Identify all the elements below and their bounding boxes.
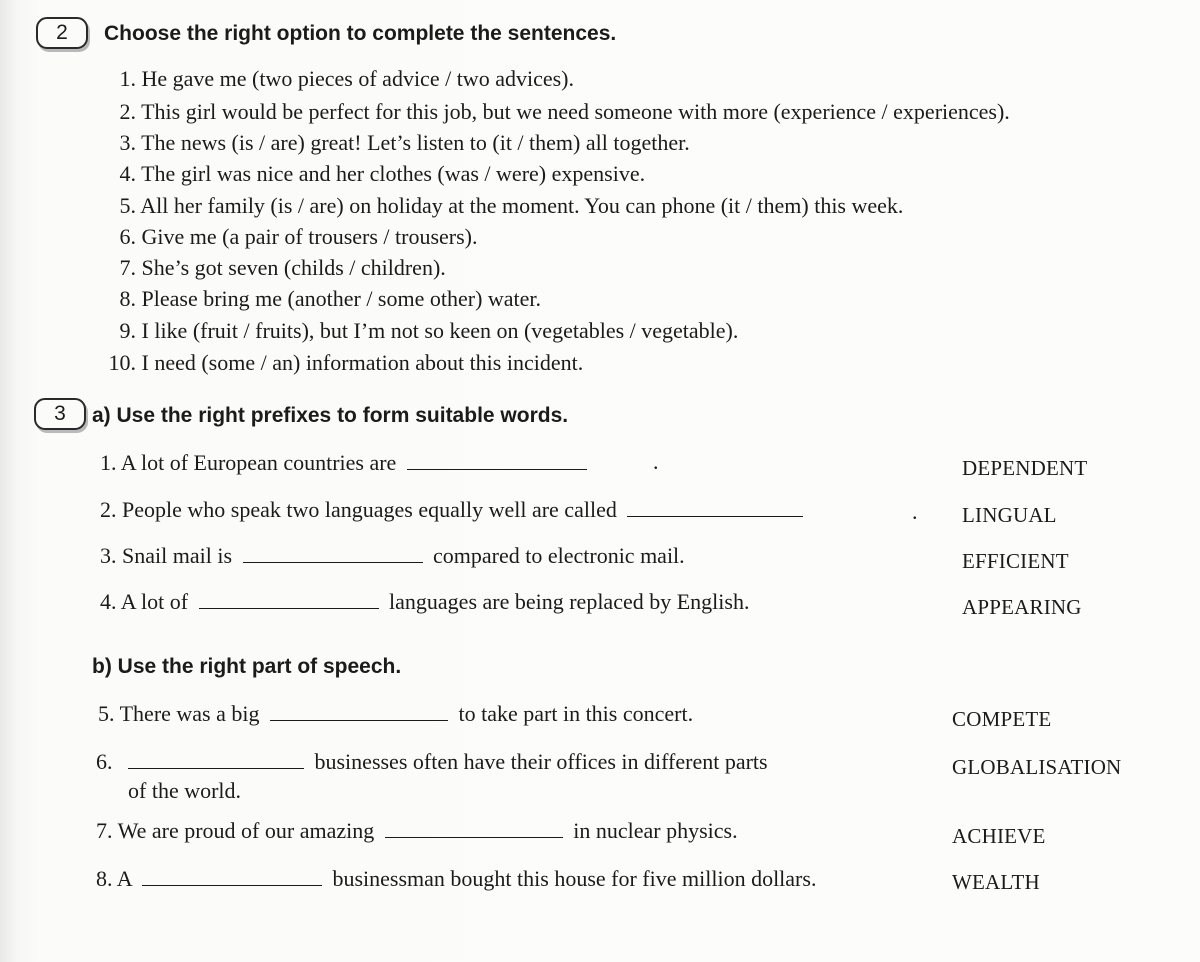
ex2-item-6 — [100, 224, 478, 250]
answer-blank[interactable] — [142, 867, 322, 886]
ex3b-item-7 — [96, 818, 738, 844]
ex3a-item-text-before: A lot of — [120, 589, 189, 614]
ex3b-item-text-after: to take part in this concert. — [458, 701, 694, 726]
ex2-item-number: 6. — [119, 224, 136, 249]
ex3a-item-1 — [100, 450, 592, 476]
exercise-3b-instruction: b) Use the right part of speech. — [92, 655, 402, 678]
ex3b-item-6-continuation: of the world. — [128, 778, 242, 803]
ex3b-item-text-after: in nuclear physics. — [573, 818, 738, 843]
exercise-2-number-badge: 2 — [36, 17, 88, 49]
ex3a-item-number: 1. — [100, 450, 117, 475]
ex2-item-2 — [100, 99, 1010, 125]
ex3a-item-number: 2. — [100, 497, 117, 522]
ex3a-item-number: 4. — [100, 589, 117, 614]
ex2-item-7 — [100, 255, 446, 281]
ex3b-word-8: WEALTH — [952, 870, 1040, 894]
ex3b-item-6 — [96, 749, 768, 775]
ex2-item-number: 7. — [119, 255, 136, 280]
ex2-item-1 — [100, 66, 574, 92]
answer-blank[interactable] — [627, 498, 803, 517]
ex3b-item-number: 5. — [98, 701, 115, 726]
ex3a-item-text-before: Snail mail is — [122, 543, 232, 568]
answer-blank[interactable] — [407, 451, 587, 470]
ex3b-item-5 — [98, 701, 693, 727]
ex3b-item-number: 8. — [96, 866, 113, 891]
ex2-item-number: 8. — [119, 286, 136, 311]
ex2-item-9 — [100, 318, 738, 344]
ex3b-item-number: 6. — [96, 749, 113, 774]
ex2-item-text: All her family (is / are) on holiday at the moment. You can phone (it / them) this week. — [140, 193, 904, 218]
ex3a-item-text-before: People who speak two languages equally well are called — [122, 497, 617, 522]
ex2-item-number: 9. — [119, 318, 136, 343]
ex2-item-text: He gave me (two pieces of advice / two advices). — [141, 66, 574, 91]
ex2-item-number: 1. — [119, 66, 136, 91]
ex3b-word-5: COMPETE — [952, 707, 1052, 731]
answer-blank[interactable] — [199, 590, 379, 609]
ex2-item-number: 4. — [119, 161, 136, 186]
exercise-3-number-badge: 3 — [34, 398, 86, 430]
ex2-item-text: Give me (a pair of trousers / trousers). — [141, 224, 478, 249]
ex3b-item-text-before: We are proud of our amazing — [117, 818, 375, 843]
ex3a-item-2-period: . — [912, 499, 918, 524]
ex2-item-text: Please bring me (another / some other) water. — [141, 286, 542, 311]
ex3a-item-1-period: . — [653, 449, 659, 474]
ex2-item-text: She’s got seven (childs / children). — [141, 255, 446, 280]
ex2-item-text: The girl was nice and her clothes (was / were) expensive. — [141, 161, 646, 186]
exercise-2-instruction: Choose the right option to complete the sentences. — [104, 22, 617, 45]
ex2-item-10 — [100, 350, 583, 376]
ex2-item-4 — [100, 161, 645, 187]
answer-blank[interactable] — [270, 702, 448, 721]
ex3a-item-2 — [100, 497, 808, 523]
ex3a-item-text-before: A lot of European countries are — [120, 450, 397, 475]
ex3a-item-4 — [100, 589, 749, 615]
ex2-item-number: 5. — [119, 193, 136, 218]
exercise-3a-instruction: a) Use the right prefixes to form suitable words. — [92, 404, 569, 427]
answer-blank[interactable] — [385, 819, 563, 838]
ex3a-item-3 — [100, 543, 685, 569]
answer-blank[interactable] — [128, 750, 304, 769]
ex3a-item-number: 3. — [100, 543, 117, 568]
ex3b-item-text-after: businessman bought this house for five million dollars. — [332, 866, 817, 891]
answer-blank[interactable] — [243, 544, 423, 563]
ex3b-item-text-before: A — [116, 866, 132, 891]
ex3b-word-6: GLOBALISATION — [952, 755, 1122, 779]
ex2-item-3 — [100, 130, 690, 156]
ex2-item-text: This girl would be perfect for this job, but we need someone with more (experience / experiences). — [141, 99, 1010, 124]
ex2-item-text: The news (is / are) great! Let’s listen to (it / them) all together. — [141, 130, 690, 155]
ex3b-item-8 — [96, 866, 816, 892]
ex2-item-number: 2. — [119, 99, 136, 124]
ex2-item-text: I like (fruit / fruits), but I’m not so keen on (vegetables / vegetable). — [141, 318, 739, 343]
ex3b-item-text-before: There was a big — [119, 701, 260, 726]
ex3a-item-text-after: compared to electronic mail. — [433, 543, 685, 568]
ex3b-item-number: 7. — [96, 818, 113, 843]
ex3a-word-4: APPEARING — [962, 595, 1082, 619]
ex3a-word-1: DEPENDENT — [962, 456, 1088, 480]
ex2-item-number: 3. — [119, 130, 136, 155]
ex3a-word-3: EFFICIENT — [962, 549, 1069, 573]
ex3a-item-text-after: languages are being replaced by English. — [389, 589, 750, 614]
ex3a-word-2: LINGUAL — [962, 503, 1057, 527]
ex2-item-number: 10. — [108, 350, 136, 375]
ex3b-item-text-after: businesses often have their offices in different parts — [314, 749, 768, 774]
ex2-item-5 — [100, 193, 903, 219]
ex2-item-8 — [100, 286, 541, 312]
ex3b-word-7: ACHIEVE — [952, 824, 1046, 848]
ex2-item-text: I need (some / an) information about this incident. — [141, 350, 584, 375]
